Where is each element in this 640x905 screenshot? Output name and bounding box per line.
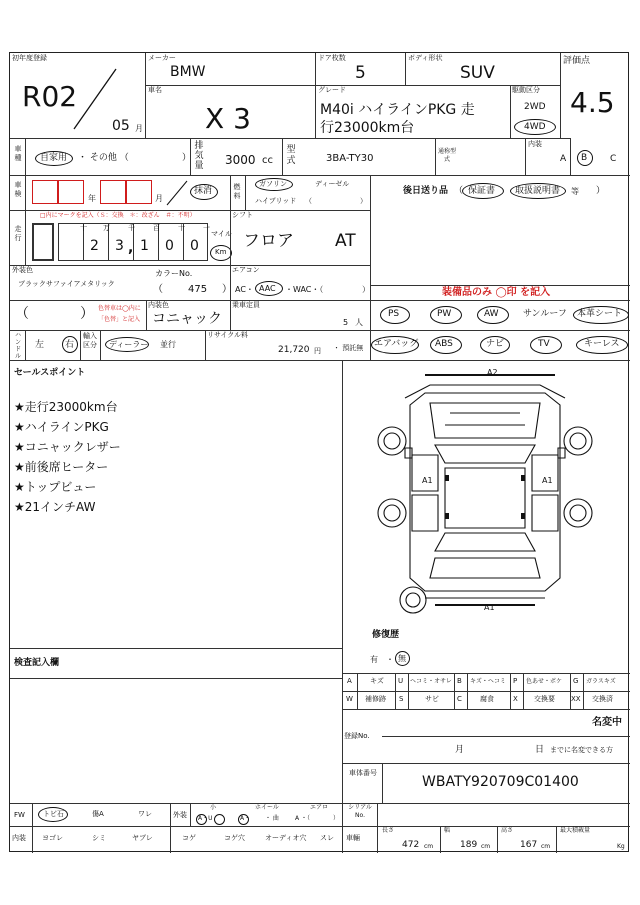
color-change-note: 色替車は◯内に (98, 305, 141, 312)
fuel-hybrid: ハイブリッド (255, 197, 297, 205)
paren: ） (333, 815, 340, 822)
drive-label: 駆動区分 (512, 86, 540, 94)
repair-no: 無 (398, 654, 406, 663)
chassis-label: 車体番号 (349, 769, 377, 777)
damage-mark-a1: A1 (542, 476, 553, 485)
paren: ） (182, 153, 192, 163)
kg-unit: Kg (617, 843, 625, 850)
odometer-digit: 2 (90, 238, 99, 254)
warranty: 保証書 (468, 186, 496, 196)
month-unit: 月 (155, 194, 163, 203)
certified-label: 通称型式 (438, 148, 457, 163)
car-name: X 3 (205, 102, 251, 135)
legend-desc: 補修跡 (365, 695, 386, 703)
equipment-title: 装備品のみ ◯印 を記入 (442, 287, 551, 298)
registration-label: 登録No. (344, 732, 370, 740)
vehicle-label: 車種 (14, 145, 22, 162)
displacement-label: 排気量 (194, 141, 204, 171)
shift-position: フロア (243, 231, 294, 251)
height-label: 高さ (501, 827, 514, 834)
registration-day: 日 (535, 745, 545, 755)
docs-label: 後日送り品 (403, 186, 449, 196)
legend-code: P (513, 677, 518, 685)
legend-code: G (573, 677, 579, 685)
interior-color: コニャック (152, 311, 222, 327)
exterior-color: ブラックサファイアメタリック (18, 280, 115, 288)
equipment-airbag: エアバッグ (374, 339, 419, 349)
legend-desc: 腐食 (480, 695, 494, 703)
unit-label: 千 (128, 224, 135, 232)
capacity-unit: 人 (355, 318, 363, 327)
auction-sheet (9, 52, 629, 852)
first-reg-month: 05 (112, 118, 130, 134)
interior-yogore: ヨゴレ (42, 834, 63, 842)
yen: 円 (314, 347, 321, 355)
paren: ） (222, 284, 232, 295)
capacity: 5 (343, 318, 349, 327)
equipment-ps: PS (388, 309, 400, 319)
interior-sure: スレ (320, 834, 334, 842)
interior-shimi: シミ (92, 834, 106, 842)
fw-label: FW (14, 811, 25, 819)
import-label: 輸入区分 (83, 332, 97, 349)
body-type: SUV (460, 63, 495, 83)
exterior-label: 外装色 (12, 266, 33, 274)
damage-mark-a1: A1 (422, 476, 433, 485)
divider (10, 138, 570, 139)
small-label: 小 (210, 804, 217, 811)
body-label: ボディ形状 (408, 54, 443, 62)
import-parallel: 並行 (160, 340, 176, 349)
equipment-aw: AW (484, 309, 499, 319)
handle-left: 左 (35, 340, 45, 350)
drive-4wd: 4WD (524, 122, 546, 132)
doors: 5 (355, 63, 366, 83)
paren: ） (80, 306, 94, 322)
sales-points-title: セールスポイント (14, 368, 86, 378)
interior-grade-label: 内装 (528, 140, 542, 148)
equipment-leather: 本革シート (577, 309, 623, 319)
drive-2wd: 2WD (524, 102, 546, 112)
unit-label: 万 (103, 224, 110, 232)
name-change: 名変中 (592, 717, 622, 728)
odometer-digit: 3 (115, 238, 124, 254)
registration-month: 月 (455, 745, 465, 755)
usage-other: ・ その他 （ (78, 153, 129, 163)
fw-tobi: トビ石 (43, 810, 64, 818)
equipment-pw: PW (437, 309, 452, 319)
legend-code: B (457, 677, 462, 685)
equipment-abs: ABS (435, 339, 453, 349)
unit-label: 百 (153, 224, 160, 232)
damage-mark-a2: A2 (487, 368, 498, 377)
color-change-note: 「色替」と記入 (98, 316, 141, 323)
handle-right: 右 (65, 340, 75, 350)
displacement-unit: cc (262, 155, 273, 166)
cm-unit: cm (481, 843, 491, 850)
aircon-aac: AAC (259, 284, 276, 293)
year-unit: 年 (88, 194, 96, 203)
chassis-number: WBATY920709C01400 (422, 774, 579, 790)
small-u-circle (214, 814, 225, 825)
wheel-label: ホイール (255, 804, 279, 811)
manual: 取扱説明書 (515, 186, 561, 196)
handle-label: ハンドル (14, 332, 21, 360)
paren: （ (15, 306, 29, 322)
exterior-parts-label: 外装 (173, 811, 187, 819)
mileage-tamper-box (32, 223, 54, 261)
import-dealer: ディーラー (109, 340, 149, 349)
odometer-digit: 0 (165, 238, 174, 254)
weight-label: 最大積載量 (560, 827, 591, 834)
width-label: 幅 (444, 827, 451, 834)
paren: （ (153, 284, 163, 295)
legend-desc: 交換済 (592, 695, 613, 703)
model-label: 型式 (286, 145, 296, 166)
mileage-note: □内にマークを記入（Ｓ：交換 ＊：改ざん ＃：不明） (40, 212, 196, 219)
first-reg-label: 初年度登録 (12, 54, 47, 62)
recycle-label: リサイクル料 (207, 331, 249, 339)
paren: ） (362, 285, 370, 294)
odometer-digit: 0 (190, 238, 199, 254)
unit-label: 十 (178, 224, 185, 232)
fuel-gasoline: ガソリン (259, 180, 287, 188)
score-label: 評価点 (563, 56, 591, 66)
serial-label: シリアルNo. (348, 804, 372, 819)
legend-code: U (398, 677, 404, 685)
width: 189 (460, 840, 478, 850)
fuel-label: 燃料 (233, 183, 241, 200)
paren: （ (454, 186, 464, 196)
legend-desc: キズ (370, 677, 384, 685)
month-unit: 月 (135, 124, 143, 133)
mile-label: マイル (211, 230, 232, 238)
damage-mark-a1: A1 (484, 603, 495, 612)
legend-code: S (399, 695, 404, 703)
interior-condition-label: 内装 (12, 834, 26, 842)
legend-code: A (347, 677, 352, 685)
legend-desc: ガラスキズ (586, 678, 616, 685)
legend-code: C (457, 695, 462, 703)
equipment-tv: TV (538, 339, 550, 349)
cm-unit: cm (541, 843, 551, 850)
car-damage-diagram (350, 363, 620, 623)
repair-sep: ・ (386, 655, 394, 664)
erased: 抹消 (194, 186, 213, 196)
grade-line-1: M40i ハイラインPKG 走 (320, 102, 475, 118)
mileage-label: 走行 (14, 225, 22, 242)
fuel-diesel: ディーゼル (315, 180, 350, 188)
recycle-fee: 21,720 (278, 345, 310, 355)
inspection-notes-title: 検査記入欄 (14, 658, 60, 668)
color-no-label: カラーNo. (155, 269, 193, 278)
legend-desc: サビ (425, 695, 439, 703)
legend-desc: 色あせ・ボケ (526, 678, 563, 685)
height: 167 (520, 840, 538, 850)
shift-type: AT (335, 231, 356, 251)
sales-point-item: ★21インチAW (14, 500, 96, 514)
legend-code: X (513, 695, 518, 703)
dims-label: 車輛 (346, 834, 360, 842)
interior-audio: オーディオ穴 (265, 834, 307, 842)
odometer-digit: 1 (140, 238, 149, 254)
color-no: 475 (188, 284, 208, 295)
docs-etc: 等 (571, 187, 579, 196)
unit-label: 一 (203, 224, 210, 232)
length: 472 (402, 840, 420, 850)
sales-point-item: ★前後席ヒーター (14, 460, 109, 474)
legend-desc: 交換要 (534, 695, 555, 703)
wheel-curve: ・ 曲 (265, 815, 279, 822)
aero-a: A ・（ (295, 815, 311, 822)
equipment-sunroof: サンルーフ (523, 309, 567, 319)
aero-label: エアロ (310, 804, 329, 811)
paren: （ (305, 197, 312, 205)
interior-kogeana: コゲ穴 (224, 834, 245, 842)
legend-code: XX (571, 695, 581, 703)
repair-yes: 有 (370, 655, 378, 664)
model: 3BA-TY30 (326, 153, 374, 164)
small-a-u: A・U (198, 815, 213, 822)
wheel-a: A・ (240, 815, 251, 822)
repair-label: 修復歴 (372, 630, 400, 640)
length-label: 長さ (382, 827, 395, 834)
interior-color-label: 内装色 (148, 301, 169, 309)
km-label: Km (215, 248, 227, 256)
equipment-navi: ナビ (486, 339, 505, 349)
grade-line-2: 行23000km台 (320, 120, 415, 136)
first-reg-year: R02 (22, 80, 78, 113)
sales-point-item: ★走行23000km台 (14, 400, 118, 414)
usage-private: 自家用 (40, 153, 68, 163)
interior-grade-b: B (581, 153, 588, 163)
fw-damage-a: 傷A (92, 810, 104, 818)
doors-label: ドア枚数 (318, 54, 346, 62)
legend-desc: ヘコミ・オサレ (410, 678, 452, 685)
aircon-wac: ・WAC・（ (285, 285, 324, 294)
grade-label: グレード (318, 86, 346, 94)
maker: BMW (170, 64, 206, 80)
odometer-comma: , (128, 240, 134, 256)
interior-koge: コゲ (182, 834, 196, 842)
aircon-label: エアコン (232, 266, 260, 274)
deposit: ・ 預託無 (333, 344, 364, 352)
inspection-label: 車検 (14, 181, 22, 198)
legend-code: W (346, 695, 353, 703)
capacity-label: 乗車定員 (232, 301, 260, 309)
sales-point-item: ★ハイラインPKG (14, 420, 109, 434)
paren: ） (360, 197, 367, 205)
equipment-keyless: キーレス (584, 339, 620, 349)
sales-point-item: ★コニャックレザー (14, 440, 121, 454)
cm-unit: cm (424, 843, 434, 850)
interior-yabure: ヤブレ (132, 834, 153, 842)
interior-grade-c: C (610, 154, 617, 164)
unit-label: 十 (80, 224, 87, 232)
interior-grade-a: A (560, 154, 567, 164)
name-label: 車名 (148, 86, 162, 94)
displacement: 3000 (225, 153, 256, 167)
score: 4.5 (570, 86, 615, 119)
paren: ） (596, 186, 606, 196)
registration-deadline: までに名変できる方 (550, 746, 613, 754)
maker-label: メーカー (148, 54, 176, 62)
shift-label: シフト (232, 211, 253, 219)
fw-wore: ワレ (138, 810, 152, 818)
aircon-ac: AC・ (235, 285, 254, 294)
sales-point-item: ★トップビュー (14, 480, 97, 494)
legend-desc: キズ・ヘコミ (470, 678, 506, 685)
